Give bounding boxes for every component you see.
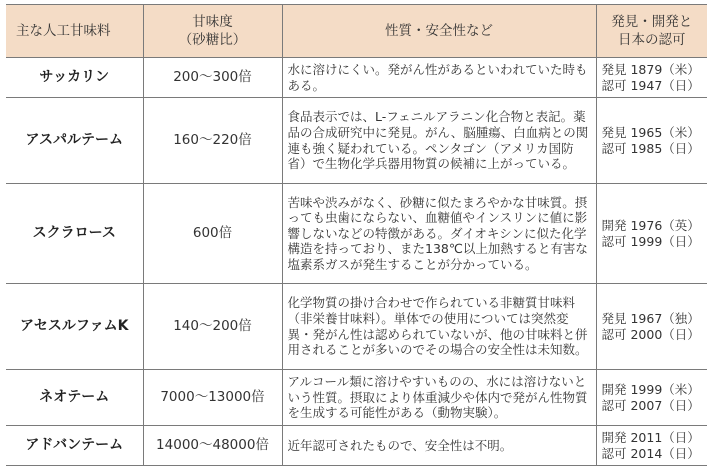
approval-year: 認可 1947（日）: [601, 77, 700, 93]
discovery-year: 開発 1999（米）: [601, 381, 700, 397]
header-sweetness-ratio-line1: 甘味度: [192, 14, 233, 30]
table-row: [6, 184, 707, 284]
table-header-row: [6, 5, 707, 58]
sweetness-ratio: 200～300倍: [143, 58, 282, 98]
header-discovery-approval-line1: 発見・開発と: [611, 14, 693, 30]
approval-year: 認可 1999（日）: [601, 233, 700, 249]
discovery-approval: [596, 426, 707, 466]
header-sweetener-name: 主な人工甘味料: [6, 5, 143, 58]
sweetener-table: [6, 4, 707, 466]
sweetener-name: アスパルテーム: [6, 98, 143, 184]
header-discovery-approval-line2: 日本の認可: [618, 32, 686, 48]
sweetener-properties: 苦味や渋みがなく、砂糖に似たまろやかな甘味質。摂っても虫歯にならない、血糖値やインスリンに値に影響しないなどの特徴がある。ダイオキシンに似た化学構造を持っており、また138℃以上加熱すると有害な塩素系ガスが発生することが分かっている。: [282, 184, 596, 284]
sweetener-name: スクラロース: [6, 184, 143, 284]
sweetness-ratio: 7000～13000倍: [143, 370, 282, 426]
sweetener-name: サッカリン: [6, 58, 143, 98]
discovery-approval: [596, 370, 707, 426]
sweetener-name: アドバンテーム: [6, 426, 143, 466]
approval-year: 認可 2000（日）: [601, 326, 700, 342]
sweetness-ratio: 600倍: [143, 184, 282, 284]
discovery-year: 開発 2011（日）: [601, 429, 700, 445]
discovery-year: 開発 1976（英）: [601, 217, 700, 233]
sweetener-properties: アルコール類に溶けやすいものの、水には溶けないという性質。摂取により体重減少や体内で発がん性物質を生成する可能性がある（動物実験）。: [282, 370, 596, 426]
sweetness-ratio: 14000～48000倍: [143, 426, 282, 466]
sweetener-properties: 化学物質の掛け合わせで作られている非糖質甘味料（非栄養甘味料）。単体での使用については突然変異・発がん性は認められていないが、他の甘味料と併用されることが多いのでその場合の安全性は未知数。: [282, 284, 596, 370]
discovery-approval: [596, 58, 707, 98]
table-row: [6, 58, 707, 98]
sweetener-properties: 食品表示では、L-フェニルアラニン化合物と表記。薬品の合成研究中に発見。がん、脳腫瘍、白血病との関連も強く疑われている。ペンタゴン（アメリカ国防省）で生物化学兵器用物質の候補に上がっている。: [282, 98, 596, 184]
discovery-year: 発見 1967（独）: [601, 310, 700, 326]
discovery-approval: [596, 184, 707, 284]
sweetener-name: ネオテーム: [6, 370, 143, 426]
header-sweetness-ratio: [143, 5, 282, 58]
header-discovery-approval: [596, 5, 707, 58]
sweetener-properties: 水に溶けにくい。発がん性があるといわれていた時もある。: [282, 58, 596, 98]
approval-year: 認可 1985（日）: [601, 140, 700, 156]
approval-year: 認可 2007（日）: [601, 397, 700, 413]
table-row: [6, 98, 707, 184]
sweetness-ratio: 140～200倍: [143, 284, 282, 370]
sweetener-properties: 近年認可されたもので、安全性は不明。: [282, 426, 596, 466]
sweetener-name: アセスルファムK: [6, 284, 143, 370]
table-row: [6, 370, 707, 426]
table-row: [6, 284, 707, 370]
table-row: [6, 426, 707, 466]
header-properties: 性質・安全性など: [282, 5, 596, 58]
header-sweetness-ratio-line2: （砂糖比）: [178, 32, 247, 48]
discovery-year: 発見 1879（米）: [601, 61, 700, 77]
discovery-approval: [596, 284, 707, 370]
discovery-approval: [596, 98, 707, 184]
sweetness-ratio: 160～220倍: [143, 98, 282, 184]
approval-year: 認可 2014（日）: [601, 445, 700, 461]
discovery-year: 発見 1965（米）: [601, 124, 700, 140]
